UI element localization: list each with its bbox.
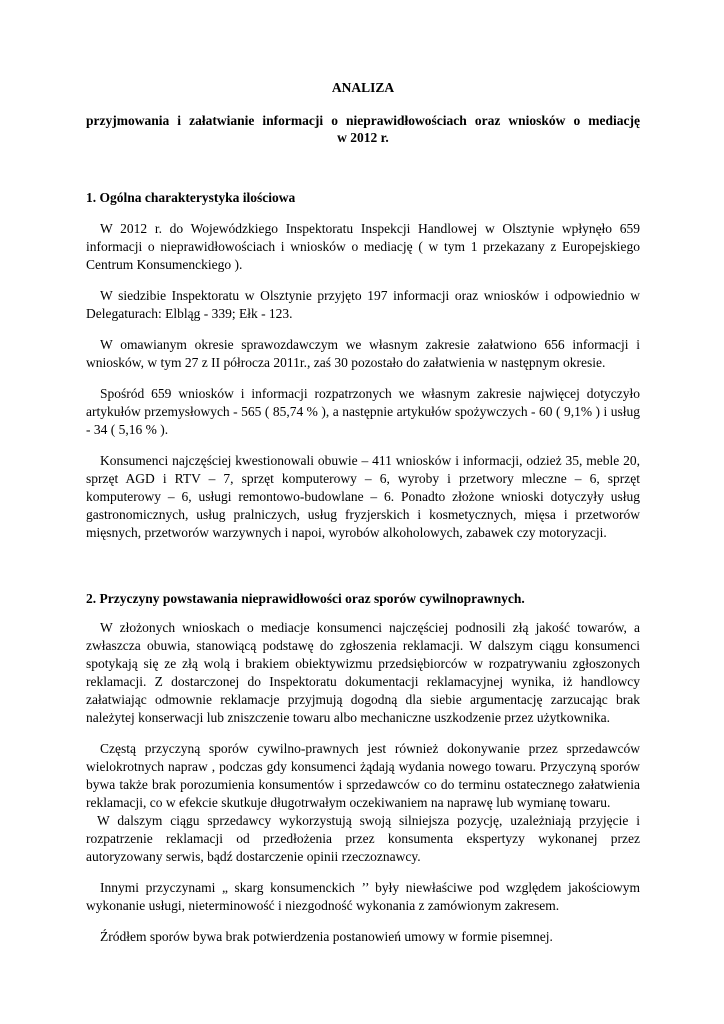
section-2-paragraph: Źródłem sporów bywa brak potwierdzenia postanowień umowy w formie pisemnej. <box>100 929 553 944</box>
subtitle-line-2: w 2012 r. <box>337 130 389 145</box>
document-title: ANALIZA <box>331 80 395 95</box>
document-page <box>86 80 640 959</box>
section-1-paragraph: W omawianym okresie sprawozdawczym we własnym zakresie załatwiono 656 informacji i wniosków, w tym 27 z II półrocza 2011r., zaś 30 pozostało do załatwienia w następnym okresie. <box>86 337 640 370</box>
section-2-paragraph: W dalszym ciągu sprzedawcy wykorzystują swoją silniejsza pozycję, uzależniają przyjęcie i rozpatrzenie reklamacji od przedłożenia przez konsumenta ekspertyzy wykonanej przez autoryzowany serwis, bądź dostarczenie opinii rzeczoznawcy. <box>86 813 640 864</box>
section-1-paragraph: Spośród 659 wniosków i informacji rozpatrzonych we własnym zakresie najwięcej dotyczyło artykułów przemysłowych - 565 ( 85,74 % ), a następnie artykułów spożywczych - 60 ( 9,1% ) i usług - 34 ( 5,16 % ). <box>86 386 640 437</box>
section-1-paragraph: W 2012 r. do Wojewódzkiego Inspektoratu Inspekcji Handlowej w Olsztynie wpłynęło 659 informacji o nieprawidłowościach i wniosków o mediację ( w tym 1 przekazany z Europejskiego Centrum Konsumenckiego ). <box>86 221 640 272</box>
section-2-heading: 2. Przyczyny powstawania nieprawidłowości oraz sporów cywilnoprawnych. <box>86 591 525 606</box>
section-1-heading: 1. Ogólna charakterystyka ilościowa <box>86 190 296 205</box>
section-1-paragraph: W siedzibie Inspektoratu w Olsztynie przyjęto 197 informacji oraz wniosków i odpowiednio w Delegaturach: Elbląg - 339; Ełk - 123. <box>86 288 640 321</box>
section-2-paragraph: Innymi przyczynami „ skarg konsumenckich ’’ były niewłaściwe pod względem jakościowym wykonanie usługi, nieterminowość i niezgodność wykonania z zamówionym zakresem. <box>86 880 640 913</box>
section-1-paragraph: Konsumenci najczęściej kwestionowali obuwie – 411 wniosków i informacji, odzież 35, meble 20, sprzęt AGD i RTV – 7, sprzęt komputerowy – 6, wyroby i przetwory mleczne – 6, sprzęt komputerowy – 6, usługi remontowo-budowlane – 6. Ponadto złożone wnioski dotyczyły usług gastronomicznych, usług pralniczych, usług fryzjerskich i kosmetycznych, mięsa i przetworów mięsnych, przetworów warzywnych i napoi, wyrobów alkoholowych, zabawek czy motoryzacji. <box>86 453 640 540</box>
section-2-paragraph: W złożonych wnioskach o mediacje konsumenci najczęściej podnosili złą jakość towarów, a zwłaszcza obuwia, stanowiącą podstawę do zgłoszenia reklamacji. W dalszym ciągu konsumenci spotykają się ze złą wolą i brakiem obiektywizmu przedsiębiorców w rozpatrywaniu zgłoszonych reklamacji. Z dostarczonej do Inspektoratu dokumentacji reklamacyjnej wynika, iż handlowcy załatwiając odmownie reklamacje przyjmują dogodną dla siebie argumentację zarzucając brak należytej konserwacji lub zniszczenie towaru albo mechaniczne uszkodzenie przez użytkownika. <box>86 620 640 725</box>
document-subtitle <box>86 112 640 146</box>
subtitle-line-1: przyjmowania i załatwianie informacji o nieprawidłowościach oraz wniosków o mediację <box>86 113 640 128</box>
section-2-paragraph: Częstą przyczyną sporów cywilno-prawnych jest również dokonywanie przez sprzedawców wielokrotnych napraw , podczas gdy konsumenci żądają wydania nowego towaru. Przyczyną sporów bywa także brak porozumienia konsumentów i sprzedawców co do terminu ostatecznego załatwienia reklamacji, co w efekcie skutkuje długotrwałym oczekiwaniem na naprawę lub wymianę towaru. <box>86 741 640 810</box>
